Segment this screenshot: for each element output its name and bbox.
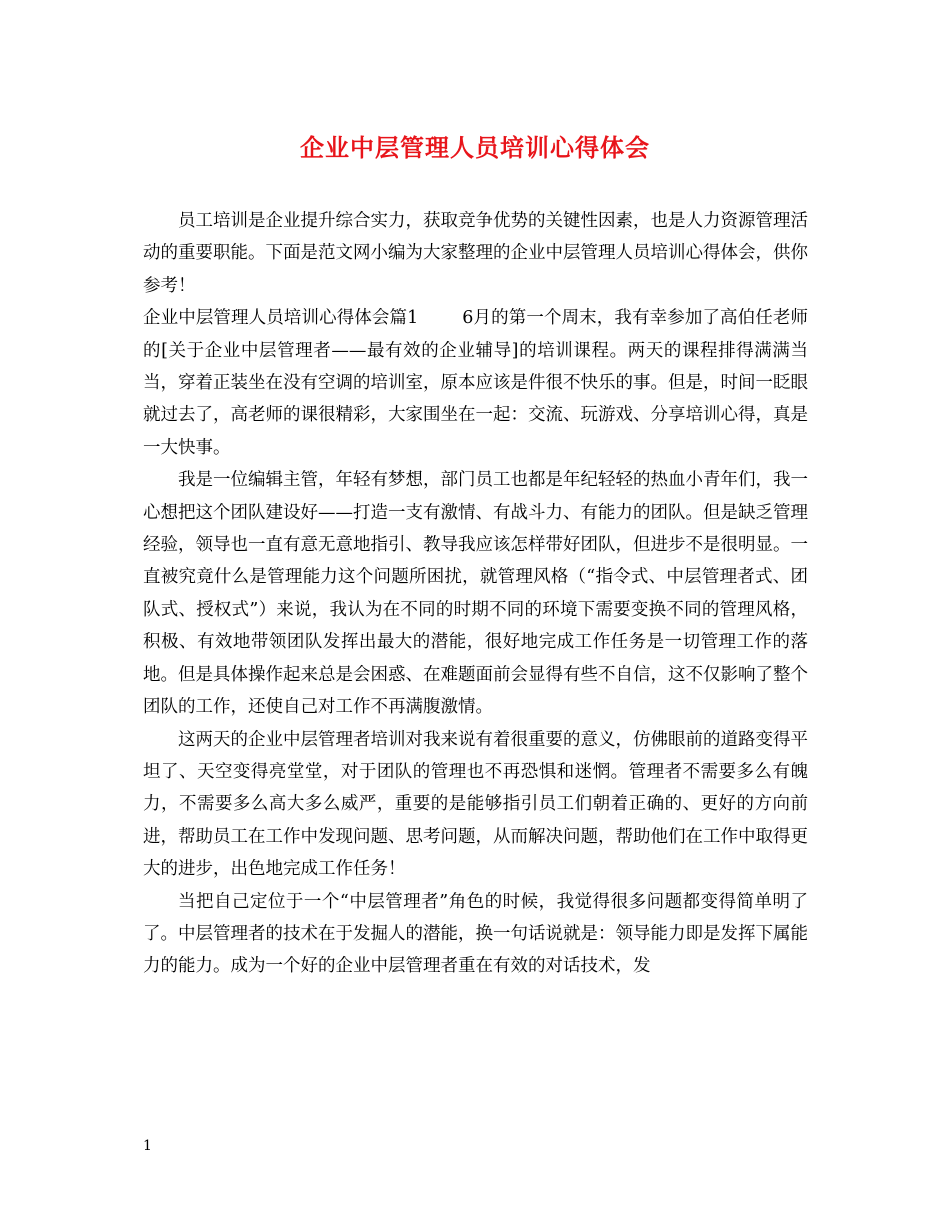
section-paragraph <box>143 302 808 464</box>
document-title: 企业中层管理人员培训心得体会 <box>300 133 650 162</box>
intro-paragraph: 员工培训是企业提升综合实力，获取竞争优势的关键性因素，也是人力资源管理活动的重要职能。下面是范文网小编为大家整理的企业中层管理人员培训心得体会，供你参考！ <box>143 211 808 296</box>
page-number: 1 <box>143 1138 152 1154</box>
body-paragraph-1: 我是一位编辑主管，年轻有梦想，部门员工也都是年纪轻轻的热血小青年们，我一心想把这个团队建设好——打造一支有激情、有战斗力、有能力的团队。但是缺乏管理经验，领导也一直有意无意地指引、教导我应该怎样带好团队，但进步不是很明显。一直被究竟什么是管理能力这个问题所困扰，就管理风格（“指令式、中层管理者式、团队式、授权式”）来说，我认为在不同的时期不同的环境下需要变换不同的管理风格，积极、有效地带领团队发挥出最大的潜能，很好地完成工作任务是一切管理工作的落地。但是具体操作起来总是会困惑、在难题面前会显得有些不自信，这不仅影响了整个团队的工作，还使自己对工作不再满腹激情。 <box>143 470 808 718</box>
body-paragraph-3: 当把自己定位于一个“中层管理者”角色的时候，我觉得很多问题都变得简单明了了。中层管理者的技术在于发掘人的潜能，换一句话说就是：领导能力即是发挥下属能力的能力。成为一个好的企业中层管理者重在有效的对话技术，发 <box>143 891 808 977</box>
body-paragraph-2: 这两天的企业中层管理者培训对我来说有着很重要的意义，仿佛眼前的道路变得平坦了、天空变得亮堂堂，对于团队的管理也不再恐惧和迷惘。管理者不需要多么有魄力，不需要多么高大多么威严，重要的是能够指引员工们朝着正确的、更好的方向前进，帮助员工在工作中发现问题、思考问题，从而解决问题，帮助他们在工作中取得更大的进步，出色地完成工作任务！ <box>143 729 808 880</box>
section-first-paragraph: 6月的第一个周末，我有幸参加了高伯任老师的[关于企业中层管理者——最有效的企业辅导]的培训课程。两天的课程排得满满当当，穿着正装坐在没有空调的培训室，原本应该是件很不快乐的事。但是，时间一眨眼就过去了，高老师的课很精彩，大家围坐在一起：交流、玩游戏、分享培训心得，真是一大快事。 <box>143 308 808 458</box>
document-body <box>143 205 808 983</box>
section-heading: 企业中层管理人员培训心得体会篇1 <box>143 308 419 329</box>
